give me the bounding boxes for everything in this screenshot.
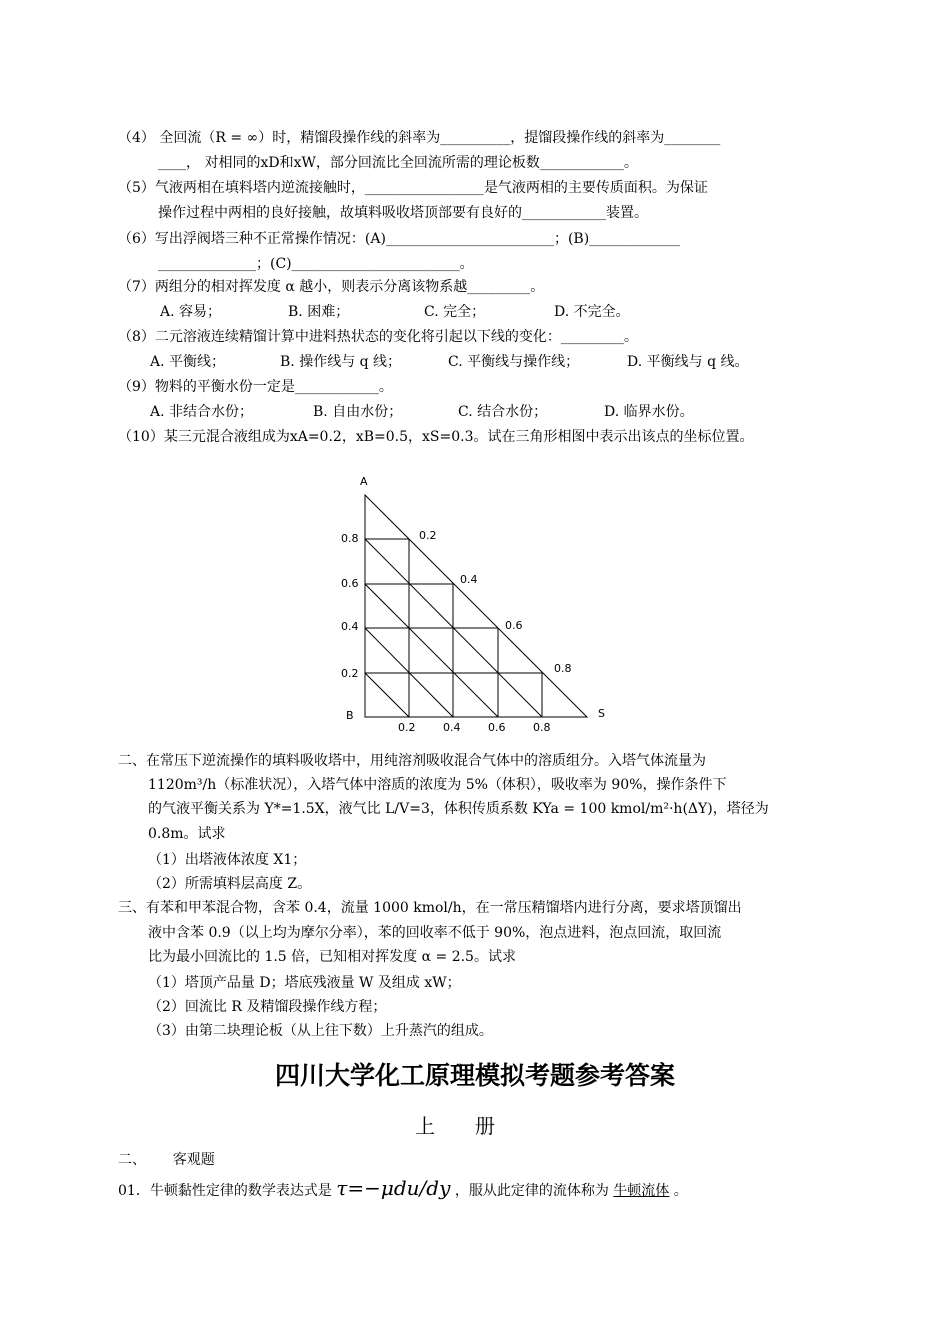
q7-option-d: D. 不完全。 [554,304,630,320]
answer-01-end: 。 [673,1183,688,1199]
hypotenuse-tick-label: 0.8 [554,662,572,675]
q8-option-b: B. 操作线与 q 线； [280,354,402,370]
bottom-tick-label: 0.2 [398,721,416,734]
hypotenuse-tick-label: 0.2 [419,529,437,542]
q8-stem: （8）二元溶液连续精馏计算中进料热状态的变化将引起以下线的变化：_________。 [118,329,638,345]
newton-law-formula: τ=−μdu/dy [336,1176,451,1200]
q7-option-b: B. 困难； [288,304,350,320]
answer-01-prefix: 01．牛顿黏性定律的数学表达式是 [118,1183,332,1199]
q9-option-a: A. 非结合水份； [150,404,254,420]
problem2-sub2: （2）所需填料层高度 Z。 [148,876,312,892]
hypotenuse-tick-label: 0.6 [505,619,523,632]
hypotenuse-tick-label: 0.4 [460,573,478,586]
problem3-sub3: （3）由第二块理论板（从上往下数）上升蒸汽的组成。 [148,1023,493,1039]
answer-01 [118,1178,688,1201]
problem3-line3: 比为最小回流比的 1.5 倍，已知相对挥发度 α = 2.5。试求 [148,949,516,965]
q7-stem: （7）两组分的相对挥发度 α 越小，则表示分离该物系越_________。 [118,279,545,295]
answer-title: 四川大学化工原理模拟考题参考答案 [274,1061,675,1090]
vertex-b-label: B [346,709,354,722]
q9-option-d: D. 临界水份。 [604,404,694,420]
answer-01-blank: 牛顿流体 [613,1183,670,1199]
bottom-tick-label: 0.8 [533,721,551,734]
bottom-tick-label: 0.4 [443,721,461,734]
vertex-a-label: A [360,475,368,488]
volume-label: 上册 [415,1114,535,1138]
q7-option-c: C. 完全； [424,304,486,320]
section-heading: 二、 客观题 [118,1152,215,1168]
q6-line2: ______________；(C)________________________。 [158,256,474,272]
q8-option-a: A. 平衡线； [150,354,226,370]
problem2-line3: 的气液平衡关系为 Y*=1.5X，液气比 L/V=3，体积传质系数 KYa = 100 kmol/m²·h(ΔY)，塔径为 [148,801,769,817]
q4-line1: （4） 全回流（R = ∞）时，精馏段操作线的斜率为__________，提馏段操作线的斜率为________ [118,130,721,146]
answer-01-middle: ，服从此定律的流体称为 [454,1183,609,1199]
q4-line2: ____， 对相同的xD和xW，部分回流比全回流所需的理论板数____________。 [158,155,638,171]
problem3-line2: 液中含苯 0.9（以上均为摩尔分率），苯的回收率不低于 90%，泡点进料，泡点回流，取回流 [148,925,722,941]
problem3-sub1: （1）塔顶产品量 D；塔底残液量 W 及组成 xW； [148,975,461,991]
q9-stem: （9）物料的平衡水份一定是____________。 [118,379,393,395]
problem2-line2: 1120m³/h（标准状况），入塔气体中溶质的浓度为 5%（体积），吸收率为 90%，操作条件下 [148,777,727,793]
problem3-sub2: （2）回流比 R 及精馏段操作线方程； [148,999,387,1015]
problem3-line1: 三、有苯和甲苯混合物，含苯 0.4，流量 1000 kmol/h，在一常压精馏塔内进行分离，要求塔顶馏出 [118,900,742,916]
q8-option-c: C. 平衡线与操作线； [448,354,580,370]
bottom-tick-label: 0.6 [488,721,506,734]
q10-stem: （10）某三元混合液组成为xA=0.2，xB=0.5，xS=0.3。试在三角形相图中表示出该点的坐标位置。 [118,429,754,445]
problem2-line4: 0.8m。试求 [148,826,226,842]
q9-option-c: C. 结合水份； [458,404,548,420]
q6-line1: （6）写出浮阀塔三种不正常操作情况：(A)________________________；(B)_____________ [118,231,681,247]
q5-line1: （5）气液两相在填料塔内逆流接触时，_________________是气液两相的主要传质面积。为保证 [118,180,708,196]
problem2-line1: 二、在常压下逆流操作的填料吸收塔中，用纯溶剂吸收混合气体中的溶质组分。入塔气体流量为 [118,753,706,769]
vertex-s-label: S [598,707,605,720]
left-tick-label: 0.6 [341,577,359,590]
q5-line2: 操作过程中两相的良好接触，故填料吸收塔顶部要有良好的____________装置。 [158,205,648,221]
q9-option-b: B. 自由水份； [313,404,403,420]
q8-option-d: D. 平衡线与 q 线。 [627,354,749,370]
q7-option-a: A. 容易； [160,304,222,320]
left-tick-label: 0.4 [341,620,359,633]
triangle-outline [365,495,587,717]
left-tick-label: 0.2 [341,667,359,680]
problem2-sub1: （1）出塔液体浓度 X1； [148,852,307,868]
left-tick-label: 0.8 [341,532,359,545]
